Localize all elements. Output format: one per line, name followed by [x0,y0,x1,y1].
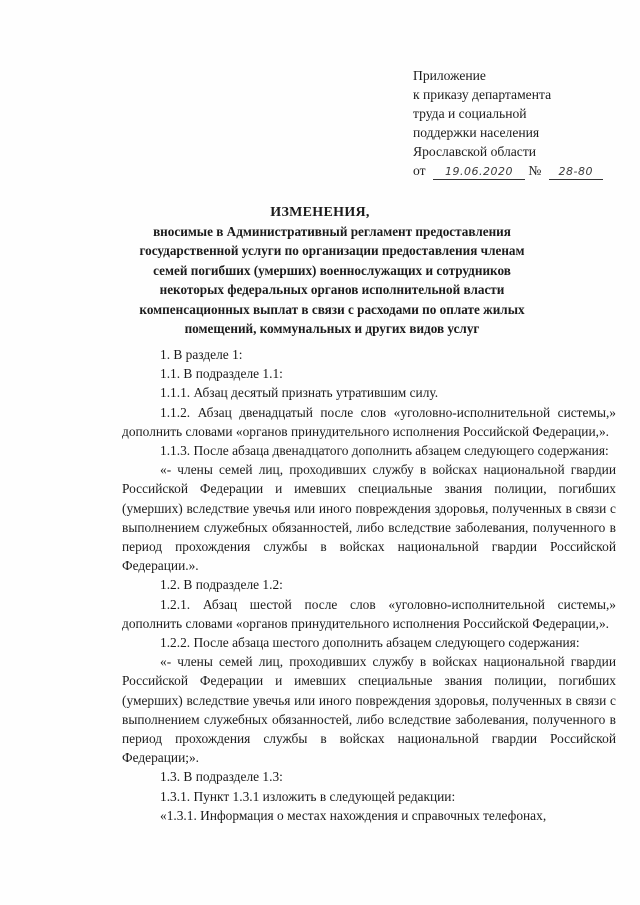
paragraph: 1.3.1. Пункт 1.3.1 изложить в следующей редакции: [160,788,456,804]
paragraph: 1.2.2. После абзаца шестого дополнить абзацем следующего содержания: [160,635,580,651]
appendix-line: к приказу департамента [413,87,552,102]
appendix-line: поддержки населения [413,125,540,140]
paragraph: 1.1.3. После абзаца двенадцатого дополнить абзацем следующего содержания: [160,443,609,459]
handwritten-date: 19.06.2020 [433,165,525,180]
paragraph: «1.3.1. Информация о местах нахождения и справочных телефонах, [160,807,547,823]
paragraph: «- члены семей лиц, проходивших службу в войсках национальной гвардии Российской Федерации и имевших специальные звания полиции, погибших (умерших) вследствие увечья или иного повреждения здоровья, полученных в связи с выполнением служебных обязанностей, либо вследствие заболевания, полученного в период прохождения службы в войсках национальной гвардии Российской Федерации.». [122,462,616,574]
paragraph: «- члены семей лиц, проходивших службу в войсках национальной гвардии Российской Федерации и имевших специальные звания полиции, погибших (умерших) вследствие увечья или иного повреждения здоровья, полученных в связи с выполнением служебных обязанностей, либо вследствие заболевания, полученного в период прохождения службы в войсках национальной гвардии Российской Федерации;». [122,654,616,766]
paragraph: 1. В разделе 1: [160,347,243,362]
document-body [122,345,616,825]
paragraph: 1.1. В подразделе 1.1: [160,366,283,382]
appendix-line: Ярославской области [413,144,537,159]
document-title: ИЗМЕНЕНИЯ, [270,205,370,220]
appendix-line: труда и социальной [413,106,527,121]
paragraph: 1.1.1. Абзац десятый признать утратившим силу. [160,385,439,401]
handwritten-number: 28-80 [549,165,603,180]
paragraph: 1.2. В подразделе 1.2: [160,577,283,593]
date-prefix: от [413,163,426,178]
paragraph: 1.1.2. Абзац двенадцатый после слов «уголовно-исполнительной системы,» дополнить словами «органов принудительного исполнения Российской Федерации,». [122,404,616,439]
paragraph: 1.3. В подразделе 1.3: [160,769,283,785]
number-prefix: № [528,163,542,178]
appendix-block [413,66,603,180]
document-subtitle: вносимые в Административный регламент предоставления государственной услуги по организации предоставления членам семей погибших (умерших) военнослужащих и сотрудников некоторых федеральных органов исполнительной власти компенсационных выплат в связи с расходами по оплате жилых помещений, коммунальных и других видов услуг [139,224,525,337]
order-reference [413,161,603,180]
paragraph: 1.2.1. Абзац шестой после слов «уголовно-исполнительной системы,» дополнить словами «органов принудительного исполнения Российской Федерации,». [122,596,616,631]
appendix-line: Приложение [413,68,486,83]
